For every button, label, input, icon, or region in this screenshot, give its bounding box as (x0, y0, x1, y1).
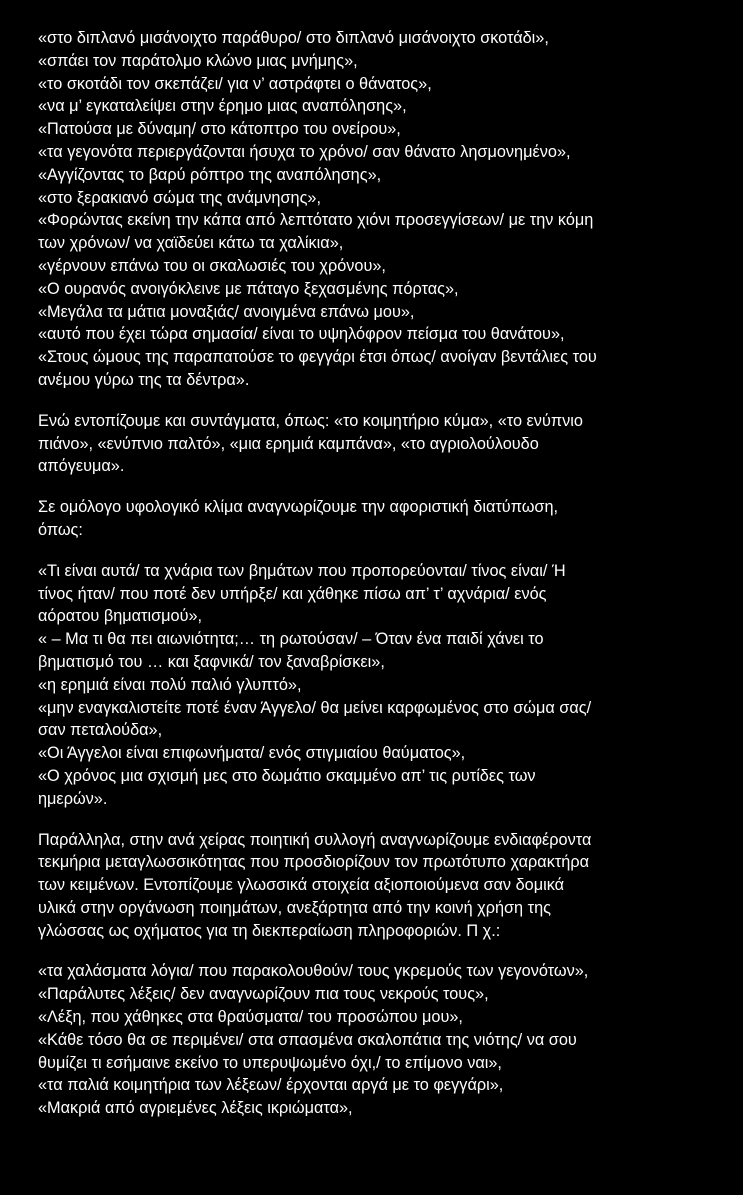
text-line: «η ερημιά είναι πολύ παλιό γλυπτό», (38, 675, 302, 694)
text-line: των χρόνων/ να χαϊδεύει κάτω τα χαλίκια», (38, 234, 344, 253)
text-line: «Μακριά από αγριεμένες λέξεις ικριώματα», (38, 1099, 353, 1118)
paragraph-aphoristic-intro (38, 496, 728, 542)
text-line: «στο διπλανό μισάνοιχτο παράθυρο/ στο διπλανό μισάνοιχτο σκοτάδι», (38, 29, 549, 47)
text-line: τίνος ήταν/ που ποτέ δεν υπήρξε/ και χάθηκε πίσω απ’ τ’ αχνάρια/ ενός (38, 584, 547, 603)
text-line: «Τι είναι αυτά/ τα χνάρια των βημάτων που προπορεύονται/ τίνος είναι/ Ή (38, 561, 566, 580)
text-line: «στο ξερακιανό σώμα της ανάμνησης», (38, 188, 321, 207)
text-line: «Φορώντας εκείνη την κάπα από λεπτότατο χιόνι προσεγγίσεων/ με την κόμη (38, 211, 594, 230)
text-line: «Ο ουρανός ανοιγόκλεινε με πάταγο ξεχασμένης πόρτας», (38, 279, 459, 298)
text-line: « – Μα τι θα πει αιωνιότητα;… τη ρωτούσαν/ – Όταν ένα παιδί χάνει το (38, 630, 544, 649)
text-line: «αυτό που έχει τώρα σημασία/ είναι το υψηλόφρον πείσμα του θανάτου», (38, 325, 565, 344)
text-line: «Ο χρόνος μια σχισμή μες στο δωμάτιο σκαμμένο απ’ τις ρυτίδες των (38, 766, 536, 785)
text-line: ανέμου γύρω της τα δέντρα». (38, 370, 250, 389)
text-line: απόγευμα». (38, 457, 125, 476)
text-line: σαν πεταλούδα», (38, 721, 163, 740)
text-line: «Κάθε τόσο θα σε περιμένει/ στα σπασμένα σκαλοπάτια της νιότης/ να σου (38, 1030, 577, 1049)
paragraph-metalinguistic (38, 829, 728, 943)
text-line: όπως: (38, 520, 83, 539)
text-line: πιάνο», «ενύπνιο παλτό», «μια ερημιά καμπάνα», «το αγριολούλουδο (38, 434, 539, 453)
text-line: θυμίζει τι εσήμαινε εκείνο το υπερυψωμένο όχι,/ το επίμονο ναι», (38, 1053, 502, 1072)
text-line: «σπάει τον παράτολμο κλώνο μιας μνήμης», (38, 51, 358, 70)
document-body (38, 27, 728, 1138)
text-line: «γέρνουν επάνω του οι σκαλωσιές του χρόνου», (38, 256, 386, 275)
text-line: τεκμήρια μεταγλωσσικότητας που προσδιορίζουν τον πρωτότυπο χαρακτήρα (38, 853, 590, 872)
paragraph-syntagms (38, 410, 728, 478)
text-line: «μην εναγκαλιστείτε ποτέ έναν Άγγελο/ θα μείνει καρφωμένος στο σώμα σας/ (38, 698, 592, 717)
text-line: «τα παλιά κοιμητήρια των λέξεων/ έρχονται αργά με το φεγγάρι», (38, 1076, 504, 1095)
text-line: «Μεγάλα τα μάτια μοναξιάς/ ανοιγμένα επάνω μου», (38, 302, 415, 321)
text-line: Παράλληλα, στην ανά χείρας ποιητική συλλογή αναγνωρίζουμε ενδιαφέροντα (38, 830, 592, 849)
text-line: υλικά στην οργάνωση ποιημάτων, ανεξάρτητα από την κοινή χρήση της (38, 898, 551, 917)
text-line: βηματισμό του … και ξαφνικά/ τον ξαναβρίσκει», (38, 652, 385, 671)
text-line: αόρατου βηματισμού», (38, 607, 203, 626)
text-line: Ενώ εντοπίζουμε και συντάγματα, όπως: «το κοιμητήριο κύμα», «το ενύπνιο (38, 411, 583, 430)
paragraph-quotes-2 (38, 560, 728, 811)
text-line: «Οι Άγγελοι είναι επιφωνήματα/ ενός στιγμιαίου θαύματος», (38, 744, 466, 763)
text-line: «να μ’ εγκαταλείψει στην έρημο μιας αναπόλησης», (38, 97, 407, 116)
text-line: «Παράλυτες λέξεις/ δεν αναγνωρίζουν πια τους νεκρούς τους», (38, 985, 489, 1004)
text-line: Σε ομόλογο υφολογικό κλίμα αναγνωρίζουμε την αφοριστική διατύπωση, (38, 498, 559, 517)
text-line: «Στους ώμους της παραπατούσε το φεγγάρι έτσι όπως/ ανοίγαν βεντάλιες του (38, 348, 597, 367)
text-line: «τα χαλάσματα λόγια/ που παρακολουθούν/ τους γκρεμούς των γεγονότων», (38, 962, 589, 981)
text-line: των κειμένων. Εντοπίζουμε γλωσσικά στοιχεία αξιοποιούμενα σαν δομικά (38, 876, 565, 895)
text-line: «τα γεγονότα περιεργάζονται ήσυχα το χρόνο/ σαν θάνατο λησμονημένο», (38, 142, 571, 161)
paragraph-quotes-1 (38, 27, 728, 392)
text-line: «Πατούσα με δύναμη/ στο κάτοπτρο του ονείρου», (38, 120, 401, 139)
text-line: ημερών». (38, 789, 108, 808)
text-line: γλώσσας ως οχήματος για τη διεκπεραίωση πληροφοριών. Π χ.: (38, 921, 501, 940)
text-line: «Λέξη, που χάθηκες στα θραύσματα/ του προσώπου μου», (38, 1008, 463, 1027)
paragraph-quotes-3 (38, 960, 728, 1120)
text-line: «Αγγίζοντας το βαρύ ρόπτρο της αναπόλησης», (38, 165, 382, 184)
text-line: «το σκοτάδι τον σκεπάζει/ για ν’ αστράφτει ο θάνατος», (38, 74, 432, 93)
